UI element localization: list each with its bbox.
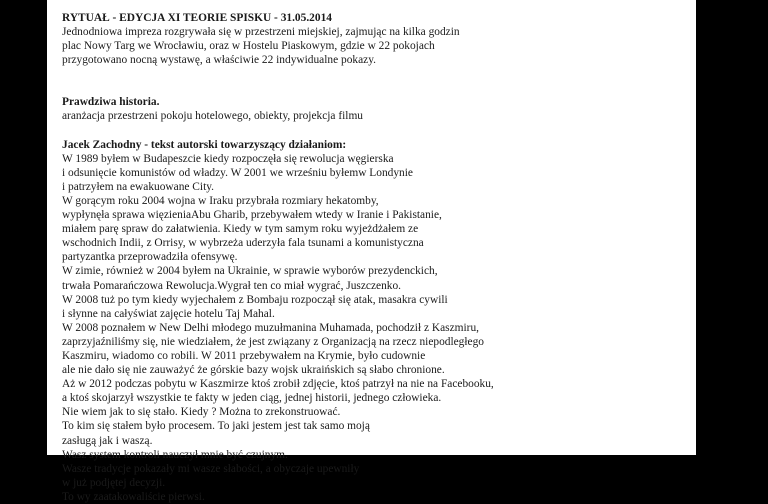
author-text-line: W 2008 poznałem w New Delhi młodego muzułmanina Muhamada, pochodził z Kaszmiru, bbox=[62, 321, 480, 334]
author-text-line: W gorącym roku 2004 wojna w Iraku przybrała rozmiary hekatomby, bbox=[62, 194, 379, 207]
section-heading-author-text: Jacek Zachodny - tekst autorski towarzyszący działaniom: bbox=[62, 138, 347, 151]
section-text-history: aranżacja przestrzeni pokoju hotelowego, obiekty, projekcja filmu bbox=[62, 110, 363, 123]
author-text-line: a ktoś skojarzył wszystkie te fakty w jeden ciąg, jednej historii, jednego człowieka. bbox=[62, 392, 442, 405]
author-text-line: wypłynęła sprawa więzieniaAbu Gharib, przebywałem wtedy w Iranie i Pakistanie, bbox=[62, 209, 442, 222]
author-text-line: miałem parę spraw do załatwienia. Kiedy w tym samym roku wyjeżdżałem ze bbox=[62, 223, 419, 236]
author-text-line: i słynne na całyświat zajęcie hotelu Taj Mahal. bbox=[62, 307, 275, 320]
author-text-line: Wasze tradycje pokazały mi wasze słabości, a obyczaje upewniły bbox=[62, 462, 360, 475]
author-text-line: partyzantka przeprowadziła ofensywę. bbox=[62, 251, 238, 264]
author-text-line: Aż w 2012 podczas pobytu w Kaszmirze ktoś zrobił zdjęcie, ktoś patrzył na nie na Facebooku, bbox=[62, 378, 494, 391]
author-text-line: To wy zaatakowaliście pierwsi. bbox=[62, 490, 205, 503]
author-text-line: i patrzyłem na ewakuowane City. bbox=[62, 180, 215, 193]
author-text-line: trwała Pomarańczowa Rewolucja.Wygrał ten co miał wygrać, Juszczenko. bbox=[62, 279, 401, 292]
author-text-line: ale nie dało się nie zauważyć że górskie bazy wojsk ukraińskich są słabo chronione. bbox=[62, 364, 445, 377]
author-text-body bbox=[62, 152, 687, 504]
author-text-line: Kaszmiru, wiadomo co robili. W 2011 przebywałem na Krymie, było cudownie bbox=[62, 349, 426, 362]
document-page bbox=[47, 0, 696, 503]
section-heading-history: Prawdziwa historia. bbox=[62, 96, 160, 109]
author-text-line: wschodnich Indii, z Orrisy, w wybrzeża uderzyła fala tsunami a komunistyczna bbox=[62, 237, 424, 250]
author-text-line: zasługą jak i waszą. bbox=[62, 434, 153, 447]
author-text-line: w już podjętej decyzji. bbox=[62, 476, 166, 489]
author-text-line: zaprzyjaźniliśmy się, nie wiedziałem, że jest związany z Organizacją na rzecz niepodległego bbox=[62, 335, 484, 348]
author-text-line: Nie wiem jak to się stało. Kiedy ? Można to zrekonstruować. bbox=[62, 406, 341, 419]
author-text-line: Wasz system kontroli nauczył mnie być czujnym. bbox=[62, 448, 288, 461]
author-text-line: i odsunięcie komunistów od władzy. W 2001 we wrześniu byłemw Londynie bbox=[62, 166, 413, 179]
document-title: RYTUAŁ - EDYCJA XI TEORIE SPISKU - 31.05.2014 bbox=[62, 12, 332, 24]
author-text-line: W 2008 tuż po tym kiedy wyjechałem z Bombaju rozpoczął się atak, masakra cywili bbox=[62, 293, 448, 306]
intro-line: przygotowano nocną wystawę, a właściwie 22 indywidualne pokazy. bbox=[62, 54, 376, 67]
document-content bbox=[62, 11, 687, 504]
author-text-line: To kim się stałem było procesem. To jaki jestem jest tak samo moją bbox=[62, 420, 370, 433]
author-text-line: W zimie, również w 2004 byłem na Ukrainie, w sprawie wyborów prezydenckich, bbox=[62, 265, 438, 278]
intro-line: Jednodniowa impreza rozgrywała się w przestrzeni miejskiej, zajmując na kilka godzin bbox=[62, 26, 460, 39]
author-text-line: W 1989 byłem w Budapeszcie kiedy rozpoczęła się rewolucja węgierska bbox=[62, 152, 394, 165]
intro-line: plac Nowy Targ we Wrocławiu, oraz w Hostelu Piaskowym, gdzie w 22 pokojach bbox=[62, 40, 435, 53]
